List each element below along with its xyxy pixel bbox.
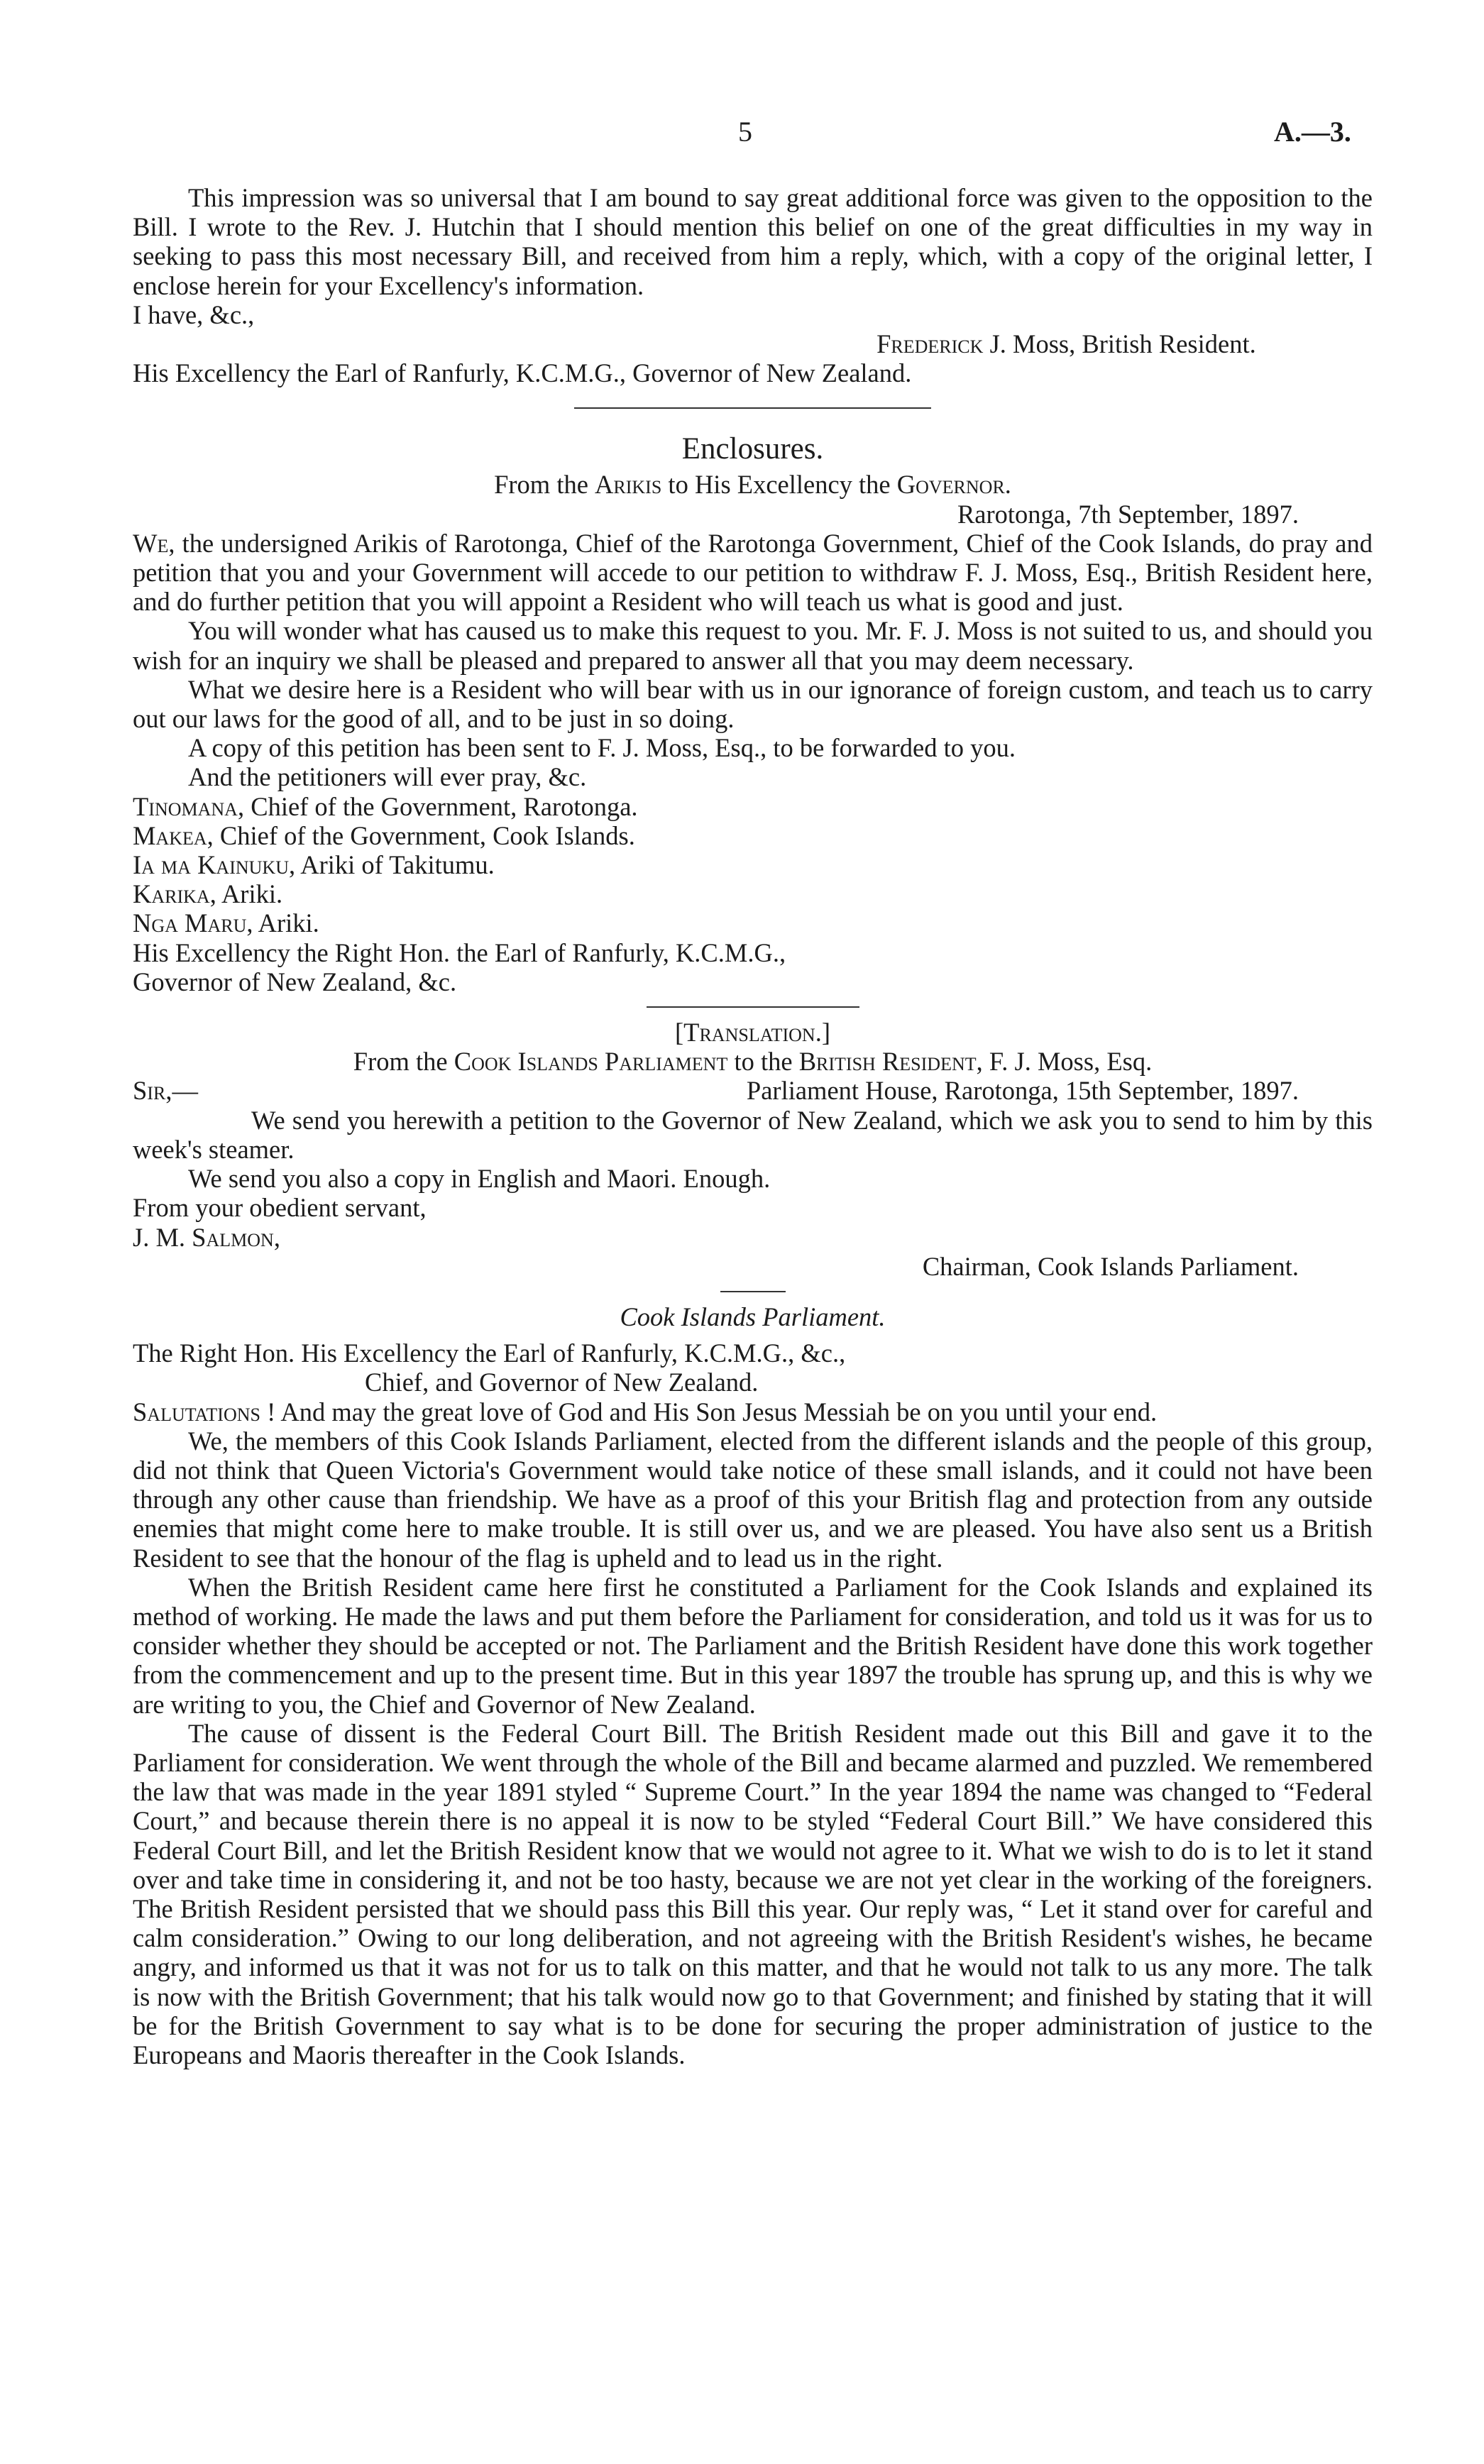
from-e: , F. J. Moss, Esq. xyxy=(976,1047,1153,1077)
petition-text-1: , the undersigned Arikis of Rarotonga, Chief of the Rarotonga Government, Chief of the Cook Islands, do pray and petition that you and your Government will accede to our petition to withdraw F. J. Moss, Esq., British Resident here, and do further petition that you will appoint a Resident who will teach us what is good and just. xyxy=(133,528,1373,617)
salutation-line xyxy=(133,1076,1373,1105)
enclosure-dateline: Rarotonga, 7th September, 1897. xyxy=(957,499,1299,529)
section-rule xyxy=(574,407,931,409)
signer-surname: Salmon xyxy=(192,1222,274,1252)
enclosure-address-2: Governor of New Zealand, &c. xyxy=(133,967,457,996)
section-rule xyxy=(647,1006,859,1008)
signatory-name: Nga Maru xyxy=(133,908,247,938)
parliament-paragraph-2: When the British Resident came here first he constituted a Parliament for the Cook Islands and explained its method of working. He made the laws and put them before the Parliament for consideration, and told us it was for us to consider whether they should be accepted or not. The Parliament and the British Resident have done this work together from the commencement and up to the present time. But in this year 1897 the trouble has sprung up, and this is why we are writing to you, the Chief and Governor of New Zealand. xyxy=(133,1572,1373,1719)
signatory-list xyxy=(133,792,1373,938)
signatory-name: Karika xyxy=(133,879,210,909)
petition-paragraph-2: You will wonder what has caused us to make this request to you. Mr. F. J. Moss is not suited to us, and should you wish for an inquiry we shall be pleased and prepared to answer all that you may deem necessary. xyxy=(133,616,1373,675)
signatory xyxy=(133,850,1373,879)
petition-paragraph-3: What we desire here is a Resident who will bear with us in our ignorance of foreign custom, and teach us to carry out our laws for the good of all, and to be just in so doing. xyxy=(133,674,1373,734)
signatory-title: , Chief of the Government, Cook Islands. xyxy=(207,820,635,850)
salutation-word: Sir xyxy=(133,1076,166,1106)
signatory xyxy=(133,821,1373,850)
parliament-heading: Cook Islands Parliament. xyxy=(620,1302,886,1331)
salutations-text: ! And may the great love of God and His Son Jesus Messiah be on you until your end. xyxy=(267,1397,1158,1426)
salutation-dash: ,— xyxy=(165,1076,198,1106)
petition-paragraph-1 xyxy=(133,529,1373,617)
subtitle-governor: Governor xyxy=(896,470,1005,500)
from-parliament: Cook Islands Parliament xyxy=(454,1047,728,1077)
salutations-paragraph xyxy=(133,1397,1373,1426)
translation-dateline: Parliament House, Rarotonga, 15th September, 1897. xyxy=(746,1076,1299,1106)
translation-closing: From your obedient servant, xyxy=(133,1193,427,1223)
parliament-address-1: The Right Hon. His Excellency the Earl of Ranfurly, K.C.M.G., &c., xyxy=(133,1338,846,1368)
section-rule xyxy=(720,1291,786,1292)
petition-paragraph-5: And the petitioners will ever pray, &c. xyxy=(188,762,587,792)
subtitle-end: . xyxy=(1004,470,1011,500)
parliament-paragraph-1: We, the members of this Cook Islands Parliament, elected from the different islands and the people of this group, did not think that Queen Victoria's Government would take notice of these small islands, and it could not have been through any other cause than friendship. We have as a proof of this your British flag and protection from any outside enemies that might come here to make trouble. It is still over us, and we are pleased. You have also sent us a British Resident to see that the honour of the flag is upheld and to lead us in the right. xyxy=(133,1426,1373,1573)
closing-address: His Excellency the Earl of Ranfurly, K.C.M.G., Governor of New Zealand. xyxy=(133,358,912,388)
from-a: From the xyxy=(353,1047,454,1077)
petition-lead-word: We xyxy=(133,528,169,558)
translation-bracket-close: .] xyxy=(815,1018,830,1047)
translation-paragraph-2: We send you also a copy in English and Maori. Enough. xyxy=(188,1164,771,1194)
closing-have: I have, &c., xyxy=(133,299,255,329)
closing-paragraph: This impression was so universal that I am bound to say great additional force was given to the opposition to the Bill. I wrote to the Rev. J. Hutchin that I should mention this belief on one of the great difficulties in my way in seeking to pass this most necessary Bill, and received from him a reply, which, with a copy of the original letter, I enclose herein for your Excellency's information. xyxy=(133,183,1373,300)
signatory xyxy=(133,908,1373,937)
parliament-paragraph-3: The cause of dissent is the Federal Court Bill. The British Resident made out this Bill and gave it to the Parliament for consideration. We went through the whole of the Bill and became alarmed and puzzled. We remembered the law that was made in the year 1891 styled “ Supreme Court.” In the year 1894 the name was changed to “Federal Court,” and because therein there is no appeal it is now to be styled “Federal Court Bill.” We have considered this Federal Court Bill, and let the British Resident know that we would not agree to it. What we wish to do is to let it stand over and take time in considering it, and not be too hasty, because we are not yet clear in the working of the foreigners. The British Resident persisted that we should pass this Bill this year. Our reply was, “ Let it stand over for careful and calm consideration.” Owing to our long deliberation, and not agreeing with the British Resident's wishes, he became angry, and informed us that it was not for us to talk on this matter, and that he would not talk to us any more. The talk is now with the British Government; that his talk would now go to that Government; and finished by stating that it will be for the British Government to say what is to be done for securing the proper administration of justice to the Europeans and Maoris thereafter in the Cook Islands. xyxy=(133,1718,1373,2069)
signatory-name: Tinomana xyxy=(133,791,238,821)
document-body xyxy=(133,183,1373,2069)
enclosures-subtitle xyxy=(133,470,1373,499)
translation-paragraph-1: We send you herewith a petition to the Governor of New Zealand, which we ask you to send to him by this week's steamer. xyxy=(133,1105,1373,1164)
signer-comma: , xyxy=(273,1222,280,1252)
signatory-name: Ia ma Kainuku xyxy=(133,850,289,880)
translation-label xyxy=(133,1018,1373,1047)
translation-bracket: [ xyxy=(675,1018,684,1047)
salutations-word: Salutations xyxy=(133,1397,260,1426)
signatory-title: , Ariki. xyxy=(209,879,283,909)
translation-word: Translation xyxy=(683,1018,815,1047)
subtitle-from: From the xyxy=(494,470,595,500)
petition-paragraph-4: A copy of this petition has been sent to F. J. Moss, Esq., to be forwarded to you. xyxy=(188,733,1016,763)
translation-signer xyxy=(133,1223,1373,1252)
salutation xyxy=(133,1076,198,1105)
signatory-name: Makea xyxy=(133,820,207,850)
translation-from-line xyxy=(133,1047,1373,1076)
parliament-address-2: Chief, and Governor of New Zealand. xyxy=(365,1368,759,1397)
subtitle-arikis: Arikis xyxy=(595,470,662,500)
translation-signer-title: Chairman, Cook Islands Parliament. xyxy=(922,1251,1299,1281)
closing-signature xyxy=(133,329,1373,358)
subtitle-to: to His Excellency the xyxy=(661,470,897,500)
signatory-title: , Chief of the Government, Rarotonga. xyxy=(237,791,638,821)
signatory xyxy=(133,879,1373,908)
signer-name: Frederick xyxy=(876,329,984,359)
enclosures-title: Enclosures. xyxy=(681,432,824,466)
enclosure-address-1: His Excellency the Right Hon. the Earl of Ranfurly, K.C.M.G., xyxy=(133,937,786,967)
page-number: 5 xyxy=(738,116,752,148)
signatory-title: , Ariki of Takitumu. xyxy=(288,850,495,880)
signatory xyxy=(133,792,1373,821)
signer-initials: J. M. xyxy=(133,1222,192,1252)
from-resident: British Resident xyxy=(798,1047,977,1077)
document-reference: A.—3. xyxy=(1274,116,1351,148)
from-c: to the xyxy=(727,1047,799,1077)
signer-title: J. Moss, British Resident. xyxy=(983,329,1256,359)
signatory-title: , Ariki. xyxy=(246,908,319,938)
